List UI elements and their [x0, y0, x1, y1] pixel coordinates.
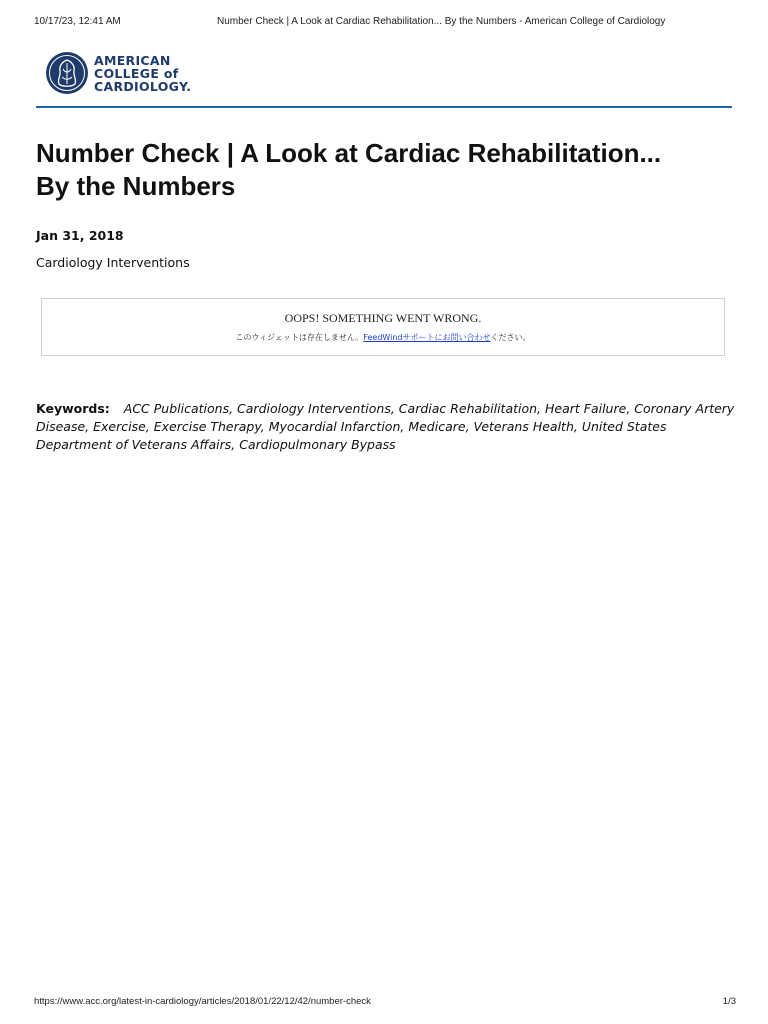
print-doc-title: Number Check | A Look at Cardiac Rehabilitation... By the Numbers - American College of Cardiology — [217, 16, 666, 27]
feedwind-widget — [41, 298, 725, 356]
print-footer — [34, 996, 736, 1008]
print-url: https://www.acc.org/latest-in-cardiology/articles/2018/01/22/12/42/number-check — [34, 996, 371, 1007]
print-timestamp: 10/17/23, 12:41 AM — [34, 16, 121, 27]
feedwind-support-link[interactable]: FeedWindサポートにお問い合わせ — [363, 333, 491, 342]
widget-message-before: このウィジェットは存在しません。 — [235, 333, 364, 342]
header-divider — [36, 106, 732, 108]
article-date: Jan 31, 2018 — [36, 228, 124, 243]
keywords-label: Keywords: — [36, 401, 110, 416]
keywords-list[interactable]: ACC Publications, Cardiology Interventions, Cardiac Rehabilitation, Heart Failure, Coronary Artery Disease, Exercise, Exercise Therapy, Myocardial Infarction, Medicare, Veterans Health, United States Department of Veterans Affairs, Cardiopulmonary Bypass — [36, 401, 735, 452]
logo-line-3: CARDIOLOGY. — [94, 78, 192, 94]
widget-message-after: ください。 — [490, 333, 531, 342]
article-category[interactable]: Cardiology Interventions — [36, 255, 190, 270]
article-title-line-1: Number Check | A Look at Cardiac Rehabilitation... — [36, 138, 662, 168]
widget-error-title: OOPS! SOMETHING WENT WRONG. — [284, 311, 482, 325]
article-title — [36, 137, 736, 203]
logo-line-2: COLLEGE of — [94, 65, 179, 81]
widget-error-message — [42, 332, 724, 343]
article-title-line-2: By the Numbers — [36, 171, 236, 201]
page-number: 1/3 — [722, 996, 736, 1007]
acc-logo[interactable] — [45, 50, 191, 96]
print-header — [34, 16, 738, 30]
logo-wordmark — [94, 54, 191, 93]
keywords-section — [36, 400, 736, 454]
acc-seal-icon — [45, 51, 89, 95]
logo-line-1: AMERICAN — [94, 52, 171, 68]
